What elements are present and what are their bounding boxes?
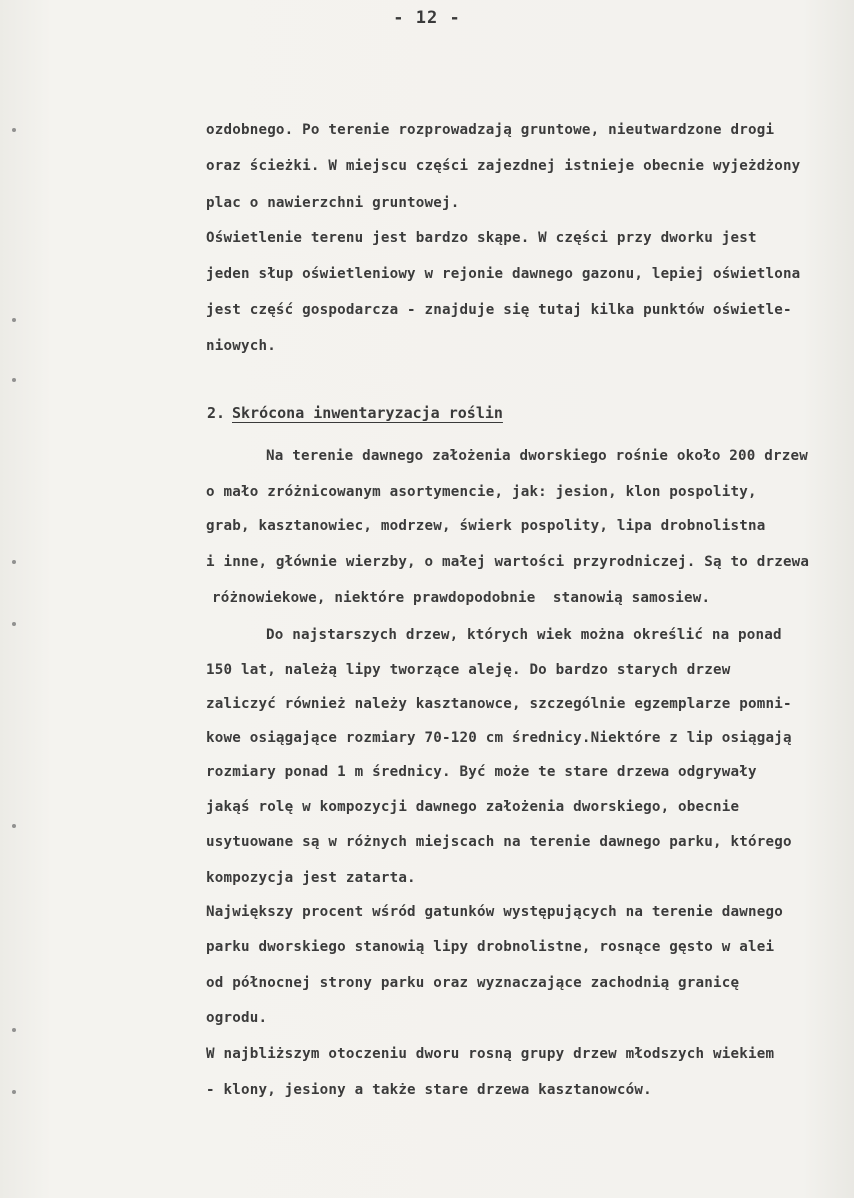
section-number: 2. xyxy=(207,404,226,422)
text-line: grab, kasztanowiec, modrzew, świerk pospolity, lipa drobnolistna xyxy=(206,518,766,534)
page-number: - 12 - xyxy=(393,8,461,28)
punch-hole-mark xyxy=(12,378,16,382)
text-line: ozdobnego. Po terenie rozprowadzają gruntowe, nieutwardzone drogi xyxy=(206,122,775,138)
punch-hole-mark xyxy=(12,1090,16,1094)
text-line: Do najstarszych drzew, których wiek można określić na ponad xyxy=(266,627,782,643)
text-line: oraz ścieżki. W miejscu części zajezdnej istnieje obecnie wyjeżdżony xyxy=(206,158,801,174)
text-line: i inne, głównie wierzby, o małej wartości przyrodniczej. Są to drzewa xyxy=(206,554,810,570)
text-line: usytuowane są w różnych miejscach na terenie dawnego parku, którego xyxy=(206,834,792,850)
text-line: plac o nawierzchni gruntowej. xyxy=(206,195,460,211)
text-line: różnowiekowe, niektóre prawdopodobnie stanowią samosiew. xyxy=(212,590,711,606)
section-heading: Skrócona inwentaryzacja roślin xyxy=(232,404,503,422)
text-line: Oświetlenie terenu jest bardzo skąpe. W części przy dworku jest xyxy=(206,230,757,246)
punch-hole-mark xyxy=(12,1028,16,1032)
text-line: rozmiary ponad 1 m średnicy. Być może te stare drzewa odgrywały xyxy=(206,764,757,780)
text-line: Na terenie dawnego założenia dworskiego rośnie około 200 drzew xyxy=(266,448,808,464)
punch-hole-mark xyxy=(12,128,16,132)
text-line: - klony, jesiony a także stare drzewa kasztanowców. xyxy=(206,1082,652,1098)
text-line: kowe osiągające rozmiary 70-120 cm średnicy.Niektóre z lip osiągają xyxy=(206,730,792,746)
text-line: jakąś rolę w kompozycji dawnego założenia dworskiego, obecnie xyxy=(206,799,740,815)
text-line: jeden słup oświetleniowy w rejonie dawnego gazonu, lepiej oświetlona xyxy=(206,266,801,282)
text-line: zaliczyć również należy kasztanowce, szczególnie egzemplarze pomni- xyxy=(206,696,792,712)
punch-hole-mark xyxy=(12,622,16,626)
text-line: Największy procent wśród gatunków występujących na terenie dawnego xyxy=(206,904,783,920)
text-line: jest część gospodarcza - znajduje się tutaj kilka punktów oświetle- xyxy=(206,302,792,318)
text-line: W najbliższym otoczeniu dworu rosną grupy drzew młodszych wiekiem xyxy=(206,1046,775,1062)
text-line: ogrodu. xyxy=(206,1010,268,1026)
punch-hole-mark xyxy=(12,318,16,322)
text-line: niowych. xyxy=(206,338,276,354)
punch-hole-mark xyxy=(12,824,16,828)
text-line: o mało zróżnicowanym asortymencie, jak: jesion, klon pospolity, xyxy=(206,484,757,500)
punch-hole-mark xyxy=(12,560,16,564)
text-line: od północnej strony parku oraz wyznaczające zachodnią granicę xyxy=(206,975,740,991)
text-line: kompozycja jest zatarta. xyxy=(206,870,416,886)
text-line: parku dworskiego stanowią lipy drobnolistne, rosnące gęsto w alei xyxy=(206,939,775,955)
text-line: 150 lat, należą lipy tworzące aleję. Do bardzo starych drzew xyxy=(206,662,731,678)
